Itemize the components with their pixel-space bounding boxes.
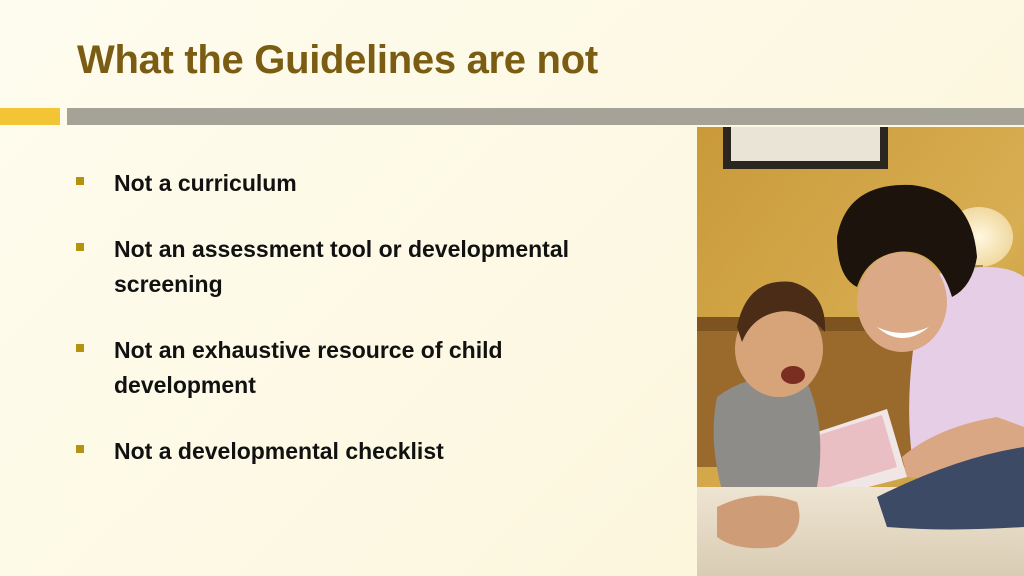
- bullet-list: [76, 166, 636, 500]
- square-bullet-icon: [76, 445, 84, 453]
- bullet-text: Not a curriculum: [114, 170, 297, 196]
- slide-title: What the Guidelines are not: [77, 38, 598, 82]
- square-bullet-icon: [76, 177, 84, 185]
- bullet-item: [76, 434, 636, 469]
- accent-bar-gray: [67, 108, 1024, 125]
- photo-illustration: [697, 127, 1024, 576]
- bullet-item: [76, 232, 636, 302]
- accent-bar-gold: [0, 108, 60, 125]
- bullet-text: Not an exhaustive resource of child development: [114, 337, 503, 398]
- bullet-item: [76, 166, 636, 201]
- square-bullet-icon: [76, 344, 84, 352]
- bullet-text: Not an assessment tool or developmental screening: [114, 236, 570, 297]
- bullet-text: Not a developmental checklist: [114, 438, 444, 464]
- photo-woman-reading-with-toddler: [697, 127, 1024, 576]
- square-bullet-icon: [76, 243, 84, 251]
- bullet-item: [76, 333, 636, 403]
